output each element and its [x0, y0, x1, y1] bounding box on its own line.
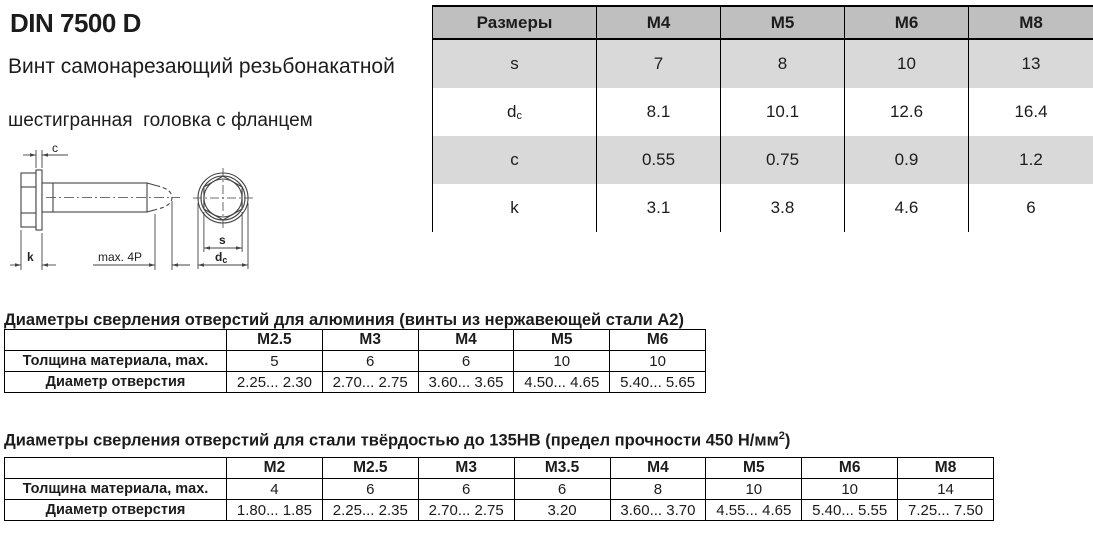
table-row	[5, 351, 706, 372]
value-cell: 7.25... 7.50	[898, 500, 994, 521]
value-cell: 12.6	[845, 88, 969, 136]
value-cell: 2.70... 2.75	[418, 500, 514, 521]
column-header: M5	[514, 330, 610, 351]
table-row	[433, 184, 1093, 232]
value-cell: 6	[418, 351, 514, 372]
param-cell: k	[433, 184, 597, 232]
table-row	[433, 40, 1093, 88]
value-cell: 8	[721, 40, 845, 88]
value-cell: 10	[514, 351, 610, 372]
value-cell: 4	[227, 479, 323, 500]
value-cell: 5.40... 5.65	[610, 372, 706, 393]
superscript: 2	[778, 430, 785, 442]
table-row	[5, 479, 994, 500]
dim-c-label: c	[52, 141, 58, 155]
table-row	[5, 500, 994, 521]
technical-drawing	[8, 140, 278, 295]
dim-max4p-label: max. 4P	[98, 250, 143, 264]
value-cell: 6	[514, 479, 610, 500]
value-cell: 3.20	[514, 500, 610, 521]
column-header: M4	[597, 7, 721, 38]
value-cell: 16.4	[1014, 102, 1048, 121]
value-cell: 4.50... 4.65	[514, 372, 610, 393]
screw-flange	[36, 170, 42, 230]
steel-drill-table	[4, 457, 994, 521]
column-header: M8	[898, 458, 994, 479]
aluminum-section-heading: Диаметры сверления отверстий для алюминия (винты из нержавеющей стали А2)	[4, 311, 684, 329]
table-row	[433, 88, 1093, 136]
value-cell: 5.40... 5.55	[802, 500, 898, 521]
column-header: M5	[721, 7, 845, 38]
value-cell: 7	[597, 40, 721, 88]
column-header	[5, 330, 227, 351]
column-header: M2.5	[322, 458, 418, 479]
dimensions-table	[432, 5, 1093, 232]
value-cell: 8	[610, 479, 706, 500]
value-cell: 14	[898, 479, 994, 500]
value-cell: 4.55... 4.65	[706, 500, 802, 521]
screw-drawing-svg	[8, 140, 278, 290]
end-view	[193, 168, 253, 228]
value-cell: 1.2	[1019, 150, 1043, 169]
value-cell: 6	[1026, 198, 1036, 217]
value-cell: 1.80... 1.85	[227, 500, 323, 521]
column-header: M5	[706, 458, 802, 479]
value-cell: 0.75	[721, 136, 845, 184]
value-cell: 10	[706, 479, 802, 500]
dim-k-label: k	[27, 250, 34, 264]
column-header: M6	[610, 330, 706, 351]
value-cell: 6	[322, 351, 418, 372]
column-header: M3.5	[514, 458, 610, 479]
page-title: DIN 7500 D	[10, 8, 141, 38]
value-cell: 10.1	[721, 88, 845, 136]
value-cell: 0.9	[845, 136, 969, 184]
page-subtitle: Винт самонарезающий резьбонакатной	[8, 55, 395, 78]
column-header: M3	[418, 458, 514, 479]
dim-dc-label: dc	[215, 250, 228, 265]
row-label: Диаметр отверстия	[5, 372, 227, 393]
value-cell: 3.8	[721, 184, 845, 232]
column-header	[5, 458, 227, 479]
row-label: Толщина материала, max.	[5, 351, 227, 372]
table-header-row	[5, 330, 706, 351]
param-cell: d c	[433, 88, 597, 136]
dimensions-table-header	[433, 7, 1093, 40]
column-header: Размеры	[433, 7, 597, 38]
value-cell: 5	[227, 351, 323, 372]
row-label: Толщина материала, max.	[5, 479, 227, 500]
value-cell: 10	[610, 351, 706, 372]
value-cell: 10	[802, 479, 898, 500]
value-cell: 6	[322, 479, 418, 500]
value-cell: 2.25... 2.35	[322, 500, 418, 521]
table-row	[433, 136, 1093, 184]
table-row	[5, 372, 706, 393]
column-header: M2	[227, 458, 323, 479]
column-header: M8	[1019, 12, 1043, 32]
screw-head	[21, 173, 36, 227]
column-header: M4	[418, 330, 514, 351]
dim-s-label: s	[219, 233, 226, 247]
side-view	[21, 170, 180, 230]
value-cell: 2.70... 2.75	[322, 372, 418, 393]
value-cell: 13	[1021, 54, 1041, 73]
value-cell: 0.55	[597, 136, 721, 184]
head-type-description: шестигранная головка с фланцем	[8, 110, 313, 131]
column-header: M3	[322, 330, 418, 351]
value-cell: 3.60... 3.65	[418, 372, 514, 393]
value-cell: 2.25... 2.30	[227, 372, 323, 393]
steel-section-heading: Диаметры сверления отверстий для стали твёрдостью до 135HB (предел прочности 450 $Н/мм^2$)	[4, 430, 791, 450]
column-header: M4	[610, 458, 706, 479]
value-cell: 4.6	[845, 184, 969, 232]
column-header: M2.5	[227, 330, 323, 351]
column-header: M6	[845, 7, 969, 38]
column-header: M6	[802, 458, 898, 479]
value-cell: 3.1	[597, 184, 721, 232]
param-cell: c	[433, 136, 597, 184]
aluminum-drill-table	[4, 329, 706, 393]
value-cell: 8.1	[597, 88, 721, 136]
value-cell: 10	[845, 40, 969, 88]
row-label: Диаметр отверстия	[5, 500, 227, 521]
value-cell: 6	[418, 479, 514, 500]
value-cell: 3.60... 3.70	[610, 500, 706, 521]
param-cell: s	[433, 40, 597, 88]
table-header-row	[5, 458, 994, 479]
